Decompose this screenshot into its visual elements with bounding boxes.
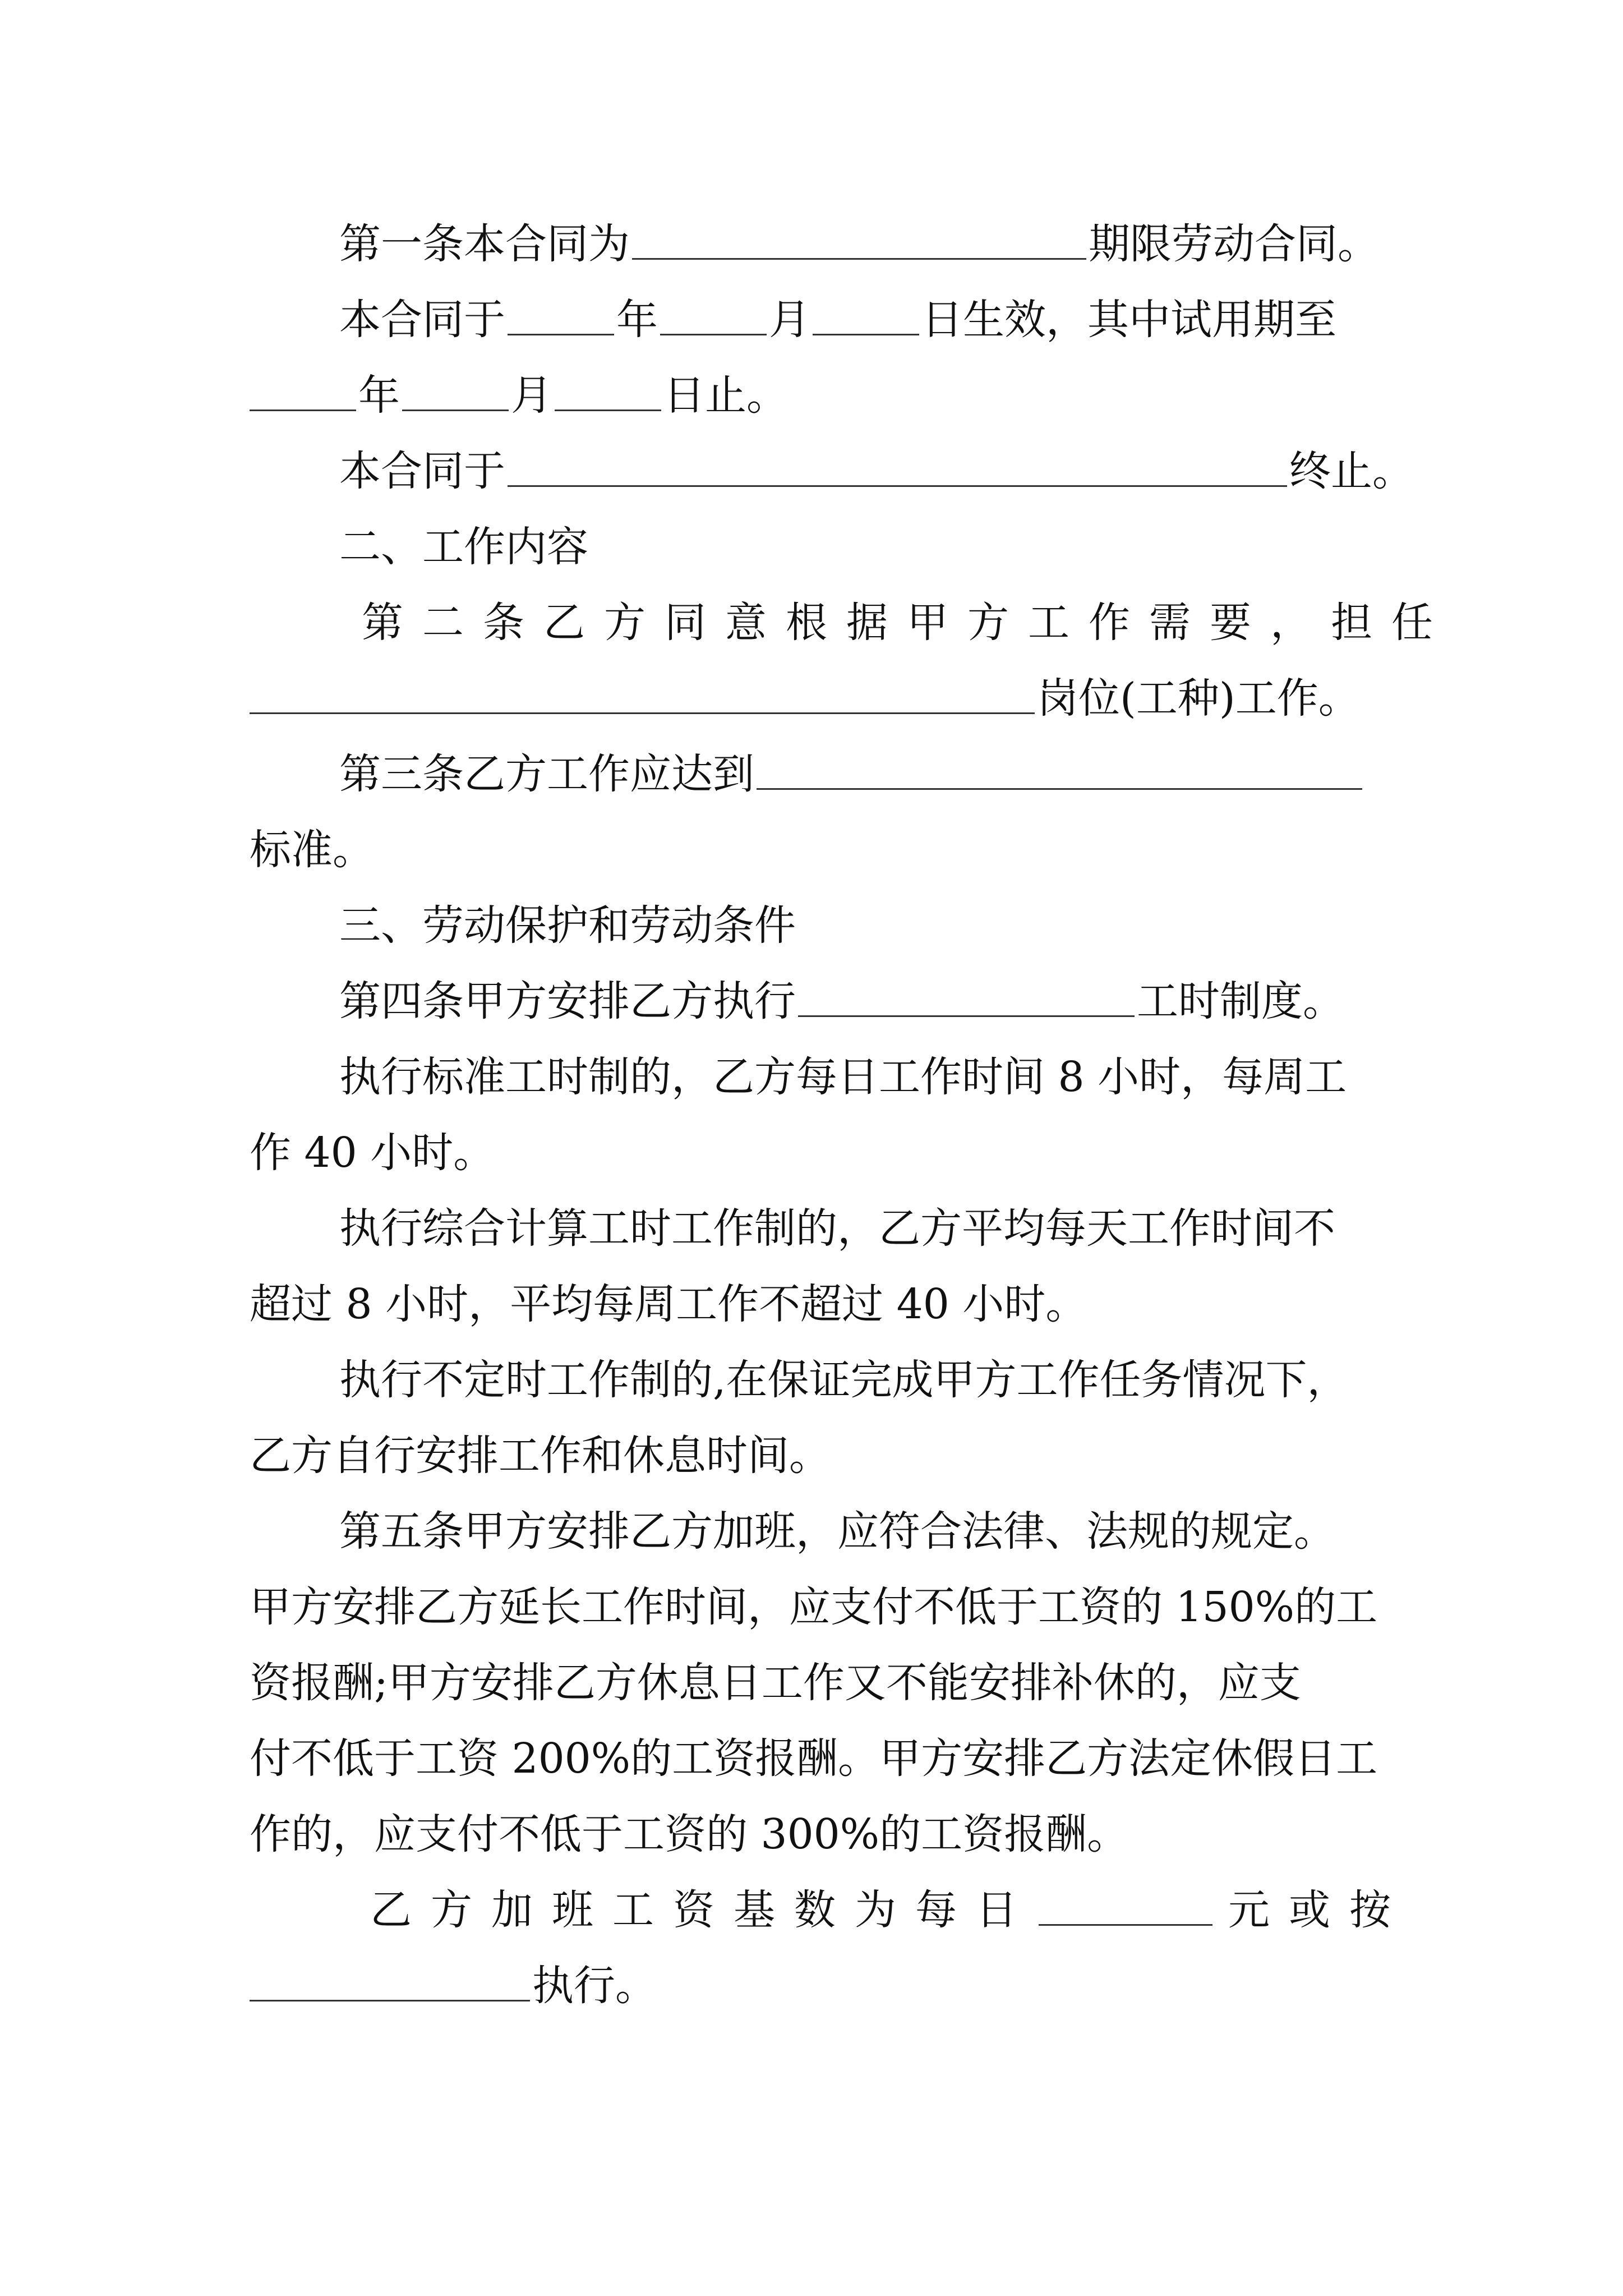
article-5-text-1: 第五条甲方安排乙方加班，应符合法律、法规的规定。 bbox=[339, 1507, 1335, 1556]
overtime-standard-blank[interactable] bbox=[250, 1955, 530, 2001]
article-1-suffix: 期限劳动合同。 bbox=[1089, 220, 1379, 268]
year-label: 年 bbox=[358, 371, 400, 420]
overtime-standard-suffix: 执行。 bbox=[532, 1962, 657, 2010]
termination-line bbox=[339, 440, 1414, 502]
article-5-line-4 bbox=[250, 1728, 1382, 1789]
article-2-position-line bbox=[250, 668, 1382, 729]
effective-year-blank[interactable] bbox=[508, 289, 614, 335]
effective-month-blank[interactable] bbox=[660, 289, 767, 335]
overtime-base-line bbox=[370, 1879, 1410, 1941]
termination-date-blank[interactable] bbox=[508, 440, 1287, 487]
flexible-hours-text-1: 执行不定时工作制的,在保证完成甲方工作任务情况下， bbox=[339, 1356, 1349, 1404]
article-5-text-3: 资报酬;甲方安排乙方休息日工作又不能安排补休的，应支 bbox=[250, 1659, 1301, 1707]
article-5-line-1 bbox=[339, 1501, 1382, 1562]
work-standard-blank[interactable] bbox=[757, 743, 1362, 790]
article-2-suffix: 岗位(工种)工作。 bbox=[1037, 674, 1360, 723]
article-2-text: 第二条乙方同意根据甲方工作需要，担任 bbox=[362, 599, 1452, 647]
comprehensive-hours-text-2: 超过 8 小时，平均每周工作不超过 40 小时。 bbox=[250, 1280, 1087, 1328]
article-5-text-5: 作的，应支付不低于工资的 300%的工资报酬。 bbox=[250, 1810, 1129, 1858]
effective-date-suffix: 日生效，其中试用期至 bbox=[921, 296, 1336, 344]
effective-day-blank[interactable] bbox=[813, 289, 919, 335]
probation-year-blank[interactable] bbox=[250, 365, 356, 411]
section-2-heading bbox=[339, 516, 1382, 578]
section-3-heading bbox=[339, 895, 1382, 956]
overtime-base-text: 乙方加班工资基数为每日 bbox=[370, 1886, 1036, 1934]
article-4-suffix: 工时制度。 bbox=[1137, 977, 1344, 1025]
article-5-text-2: 甲方安排乙方延长工作时间，应支付不低于工资的 150%的工 bbox=[250, 1583, 1378, 1631]
probation-end-suffix: 日止。 bbox=[663, 371, 788, 420]
flexible-hours-text-2: 乙方自行安排工作和休息时间。 bbox=[250, 1432, 831, 1480]
overtime-standard-line bbox=[250, 1955, 1382, 2017]
probation-day-blank[interactable] bbox=[555, 365, 661, 411]
article-1-line bbox=[339, 213, 1382, 275]
article-4-text: 第四条甲方安排乙方执行 bbox=[339, 977, 796, 1025]
working-hours-system-blank[interactable] bbox=[798, 970, 1135, 1017]
effective-date-prefix: 本合同于 bbox=[339, 296, 505, 344]
daily-overtime-base-blank[interactable] bbox=[1039, 1879, 1212, 1926]
probation-month-blank[interactable] bbox=[402, 365, 509, 411]
article-1-text: 第一条本合同为 bbox=[339, 220, 630, 268]
year-label: 年 bbox=[616, 296, 658, 344]
article-3-suffix-line bbox=[250, 819, 1382, 881]
section-2-title: 二、工作内容 bbox=[339, 523, 588, 571]
probation-end-line bbox=[250, 365, 1382, 426]
standard-hours-line-1 bbox=[339, 1046, 1382, 1108]
article-5-text-4: 付不低于工资 200%的工资报酬。甲方安排乙方法定休假日工 bbox=[250, 1734, 1378, 1783]
article-5-line-3 bbox=[250, 1652, 1382, 1714]
effective-date-line bbox=[339, 289, 1382, 351]
comprehensive-hours-line-2 bbox=[250, 1273, 1382, 1335]
article-2-line bbox=[362, 592, 1452, 654]
article-4-line bbox=[339, 970, 1382, 1032]
position-blank[interactable] bbox=[250, 668, 1035, 714]
standard-hours-text-1: 执行标准工时制的，乙方每日工作时间 8 小时，每周工 bbox=[339, 1053, 1347, 1101]
termination-prefix: 本合同于 bbox=[339, 447, 505, 495]
month-label: 月 bbox=[769, 296, 810, 344]
article-3-suffix: 标准。 bbox=[250, 826, 374, 874]
comprehensive-hours-line-1 bbox=[339, 1198, 1382, 1259]
article-3-text: 第三条乙方工作应达到 bbox=[339, 750, 754, 798]
article-5-line-2 bbox=[250, 1576, 1382, 1638]
standard-hours-line-2 bbox=[250, 1122, 1382, 1184]
month-label: 月 bbox=[511, 371, 552, 420]
comprehensive-hours-text-1: 执行综合计算工时工作制的，乙方平均每天工作时间不 bbox=[339, 1204, 1335, 1253]
flexible-hours-line-1 bbox=[339, 1349, 1382, 1411]
flexible-hours-line-2 bbox=[250, 1425, 1382, 1487]
standard-hours-text-2: 作 40 小时。 bbox=[250, 1129, 495, 1177]
overtime-base-mid: 元或按 bbox=[1228, 1886, 1410, 1934]
termination-suffix: 终止。 bbox=[1289, 447, 1414, 495]
article-5-line-5 bbox=[250, 1803, 1382, 1865]
contract-type-blank[interactable] bbox=[632, 213, 1086, 260]
article-3-line bbox=[339, 743, 1382, 805]
section-3-title: 三、劳动保护和劳动条件 bbox=[339, 901, 796, 950]
